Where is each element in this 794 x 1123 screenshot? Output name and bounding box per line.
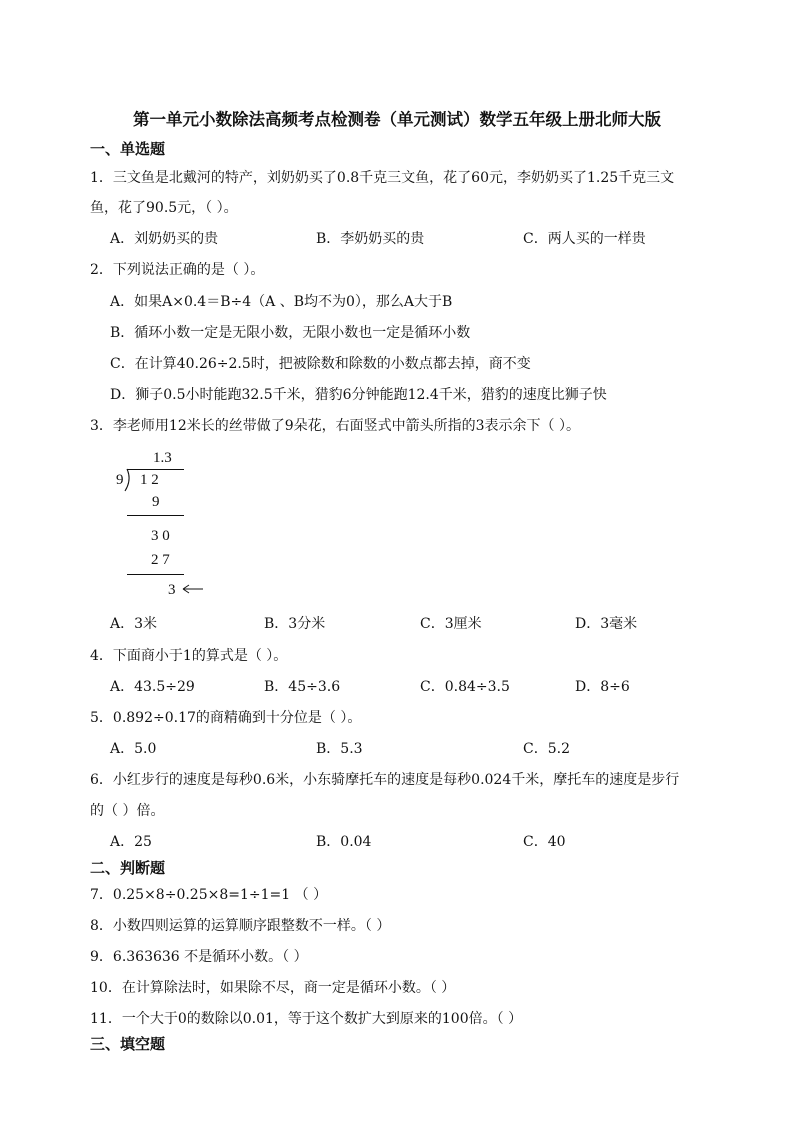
question-6-option-c[interactable]: C．40	[523, 834, 566, 850]
question-3-option-b[interactable]: B．3分米	[264, 616, 326, 632]
question-3-option-a[interactable]: A．3米	[110, 616, 158, 632]
division-bracket	[124, 468, 132, 492]
division-line-2	[127, 574, 184, 575]
page-title: 第一单元小数除法高频考点检测卷（单元测试）数学五年级上册北师大版	[133, 110, 661, 129]
question-10: 10．在计算除法时，如果除不尽，商一定是循环小数。（ ）	[90, 980, 456, 996]
division-step-1: 9	[152, 494, 160, 510]
division-line-1	[127, 515, 184, 516]
division-divisor: 9	[116, 472, 124, 488]
question-1-option-b[interactable]: B．李奶奶买的贵	[316, 231, 425, 247]
section-heading-single-choice: 一、单选题	[90, 140, 166, 158]
question-11: 11．一个大于0的数除以0.01，等于这个数扩大到原来的100倍。（ ）	[90, 1011, 523, 1027]
question-4-option-d[interactable]: D．8÷6	[575, 679, 630, 695]
question-6-option-b[interactable]: B．0.04	[316, 834, 372, 850]
question-1-option-c[interactable]: C．两人买的一样贵	[523, 231, 646, 247]
question-6-line-1: 6．小红步行的速度是每秒0.6米，小东骑摩托车的速度是每秒0.024千米，摩托车的速度是步行	[90, 772, 680, 788]
question-8: 8．小数四则运算的运算顺序跟整数不一样。（ ）	[90, 918, 391, 934]
section-heading-fill-in: 三、填空题	[90, 1035, 166, 1053]
question-6-line-2: 的（ ）倍。	[90, 803, 165, 819]
question-2-option-d[interactable]: D．狮子0.5小时能跑32.5千米，猎豹6分钟能跑12.4千米，猎豹的速度比狮子快	[110, 387, 607, 403]
question-1-line-1: 1．三文鱼是北戴河的特产，刘奶奶买了0.8千克三文鱼，花了60元，李奶奶买了1.25千克三文	[90, 170, 675, 186]
question-3-option-c[interactable]: C．3厘米	[420, 616, 482, 632]
question-5-option-a[interactable]: A．5.0	[110, 741, 157, 757]
division-step-2: 3 0	[151, 528, 170, 544]
question-1-option-a[interactable]: A．刘奶奶买的贵	[110, 231, 219, 247]
question-2-option-c[interactable]: C．在计算40.26÷2.5时，把被除数和除数的小数点都去掉，商不变	[110, 356, 531, 372]
question-5-stem: 5．0.892÷0.17的商精确到十分位是（ ）。	[90, 710, 362, 726]
question-2-option-b[interactable]: B．循环小数一定是无限小数，无限小数也一定是循环小数	[110, 325, 471, 341]
section-heading-true-false: 二、判断题	[90, 859, 166, 877]
question-3-stem: 3．李老师用12米长的丝带做了9朵花，右面竖式中箭头所指的3表示余下（ ）。	[90, 418, 580, 434]
arrow-left-icon	[181, 583, 205, 595]
question-4-option-a[interactable]: A．43.5÷29	[110, 679, 195, 695]
question-2-option-a[interactable]: A．如果A×0.4＝B÷4（A 、B均不为0），那么A大于B	[110, 294, 453, 310]
question-4-option-b[interactable]: B．45÷3.6	[264, 679, 341, 695]
question-1-line-2: 鱼，花了90.5元，（ ）。	[90, 200, 238, 216]
division-remainder: 3	[168, 582, 176, 598]
division-bar-top	[127, 469, 184, 470]
question-3-option-d[interactable]: D．3毫米	[575, 616, 638, 632]
division-quotient: 1.3	[153, 450, 172, 466]
question-4-stem: 4．下面商小于1的算式是（ ）。	[90, 648, 288, 664]
question-5-option-c[interactable]: C．5.2	[523, 741, 570, 757]
question-5-option-b[interactable]: B．5.3	[316, 741, 363, 757]
question-7: 7．0.25×8÷0.25×8=1÷1=1 （ ）	[90, 887, 328, 903]
question-9: 9．6.363636 不是循环小数。（ ）	[90, 949, 308, 965]
division-dividend: 1 2	[140, 472, 159, 488]
question-2-stem: 2．下列说法正确的是（ ）。	[90, 262, 265, 278]
question-4-option-c[interactable]: C．0.84÷3.5	[420, 679, 510, 695]
question-6-option-a[interactable]: A．25	[110, 834, 152, 850]
division-step-3: 2 7	[151, 552, 170, 568]
